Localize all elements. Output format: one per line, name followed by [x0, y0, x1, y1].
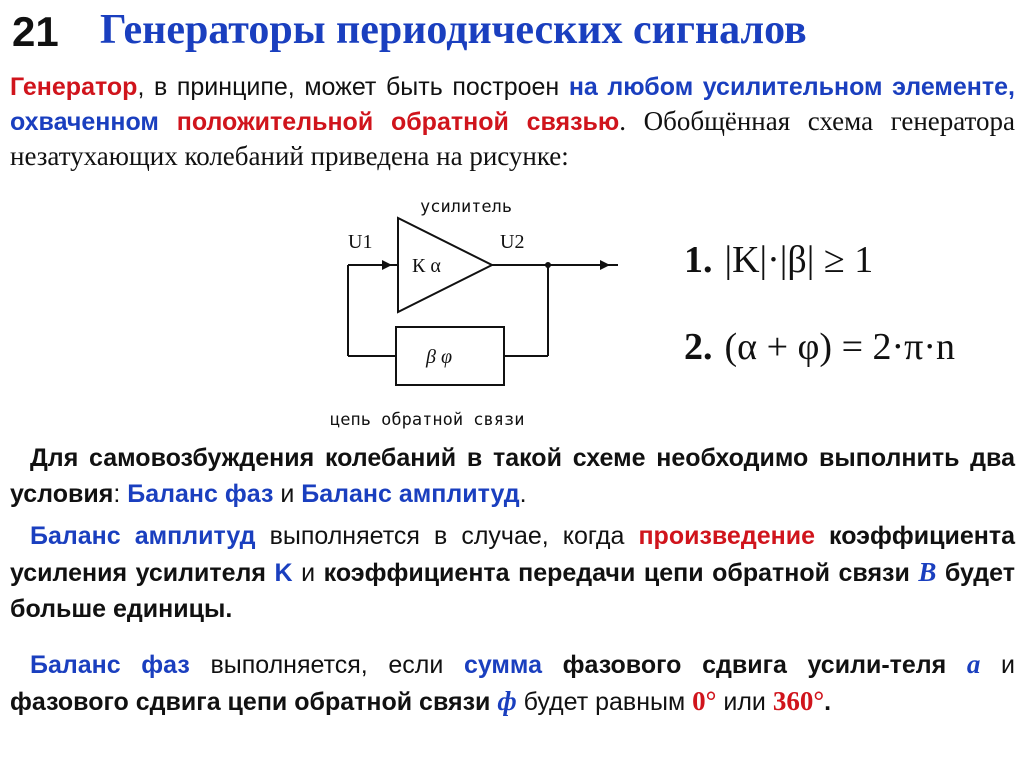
formula-1-text: |K|·|β| ≥ 1 [724, 239, 874, 281]
phase-text-3: фазового сдвига цепи обратной связи [10, 688, 498, 716]
amplitude-balance-term: Баланс амплитуд [301, 480, 520, 508]
amplifier-caption: усилитель [420, 197, 513, 217]
phase-and: и [980, 651, 1015, 679]
product-term: произведение [638, 522, 815, 550]
intro-text: , в принципе, может быть построен [137, 73, 569, 101]
conditions-colon: : [113, 480, 128, 508]
amplitude-text-2: коэффициента усиления усилителя [10, 522, 1015, 587]
conditions-text: Для самовозбуждения колебаний в такой схеме необходимо выполнить два условия [10, 444, 1015, 508]
intro-paragraph [10, 70, 1015, 174]
b-symbol: B [918, 557, 937, 587]
phase-balance-paragraph [10, 646, 1015, 720]
u1-label: U1 [348, 231, 373, 253]
output-arrow [600, 260, 610, 270]
amplitude-text-1: выполняется в случае, когда [255, 522, 639, 550]
phi-symbol: ф [497, 686, 517, 716]
intro-space [159, 108, 177, 136]
slide-title: Генераторы периодических сигналов [100, 7, 807, 53]
amplitude-balance-heading: Баланс амплитуд [30, 522, 256, 550]
slide-number: 21 [12, 8, 59, 55]
formula-2-number: 2. [684, 326, 713, 368]
conditions-period: . [519, 480, 527, 508]
input-arrow [382, 260, 392, 270]
amplitude-balance-paragraph [10, 518, 1015, 627]
intro-generator-term: Генератор [10, 73, 138, 101]
conditions-paragraph [10, 440, 1015, 512]
degrees-360: 360° [772, 686, 825, 716]
phase-period: . [824, 688, 832, 716]
a-symbol: a [966, 649, 981, 679]
amplifier-label: К α [412, 255, 441, 277]
u2-label: U2 [500, 231, 525, 253]
amplitude-text-4: будет больше единицы. [10, 559, 1015, 623]
phase-or: или [716, 688, 773, 716]
generator-block-diagram [320, 190, 680, 440]
formula-2-text: (α + φ) = 2·π·n [724, 326, 956, 368]
fb-caption: цепь обратной связи [330, 410, 525, 430]
phase-text-1: выполняется, если [189, 651, 464, 679]
k-symbol: K [274, 559, 293, 587]
sum-term: сумма [463, 651, 542, 679]
intro-positive-feedback: положительной обратной связью [176, 108, 620, 136]
feedback-label: β φ [426, 346, 453, 368]
formula-1-number: 1. [684, 239, 713, 281]
intro-text-end: . Обобщённая схема генератора незатухающих колебаний приведена на рисунке: [10, 106, 1015, 171]
zero-degrees: 0° [692, 686, 717, 716]
amplitude-and: и [292, 559, 324, 587]
amplitude-text-3: коэффициента передачи цепи обратной связи [323, 559, 919, 587]
phase-text-2: фазового сдвига усили-теля [542, 651, 967, 679]
conditions-and: и [273, 480, 302, 508]
condition-formula-1 [684, 238, 873, 282]
phase-text-4: будет равным [516, 688, 693, 716]
intro-any-element: на любом усилительном элементе, охваченном [10, 73, 1015, 136]
phase-balance-heading: Баланс фаз [30, 651, 190, 679]
condition-formula-2 [684, 325, 955, 369]
phase-balance-term: Баланс фаз [127, 480, 274, 508]
